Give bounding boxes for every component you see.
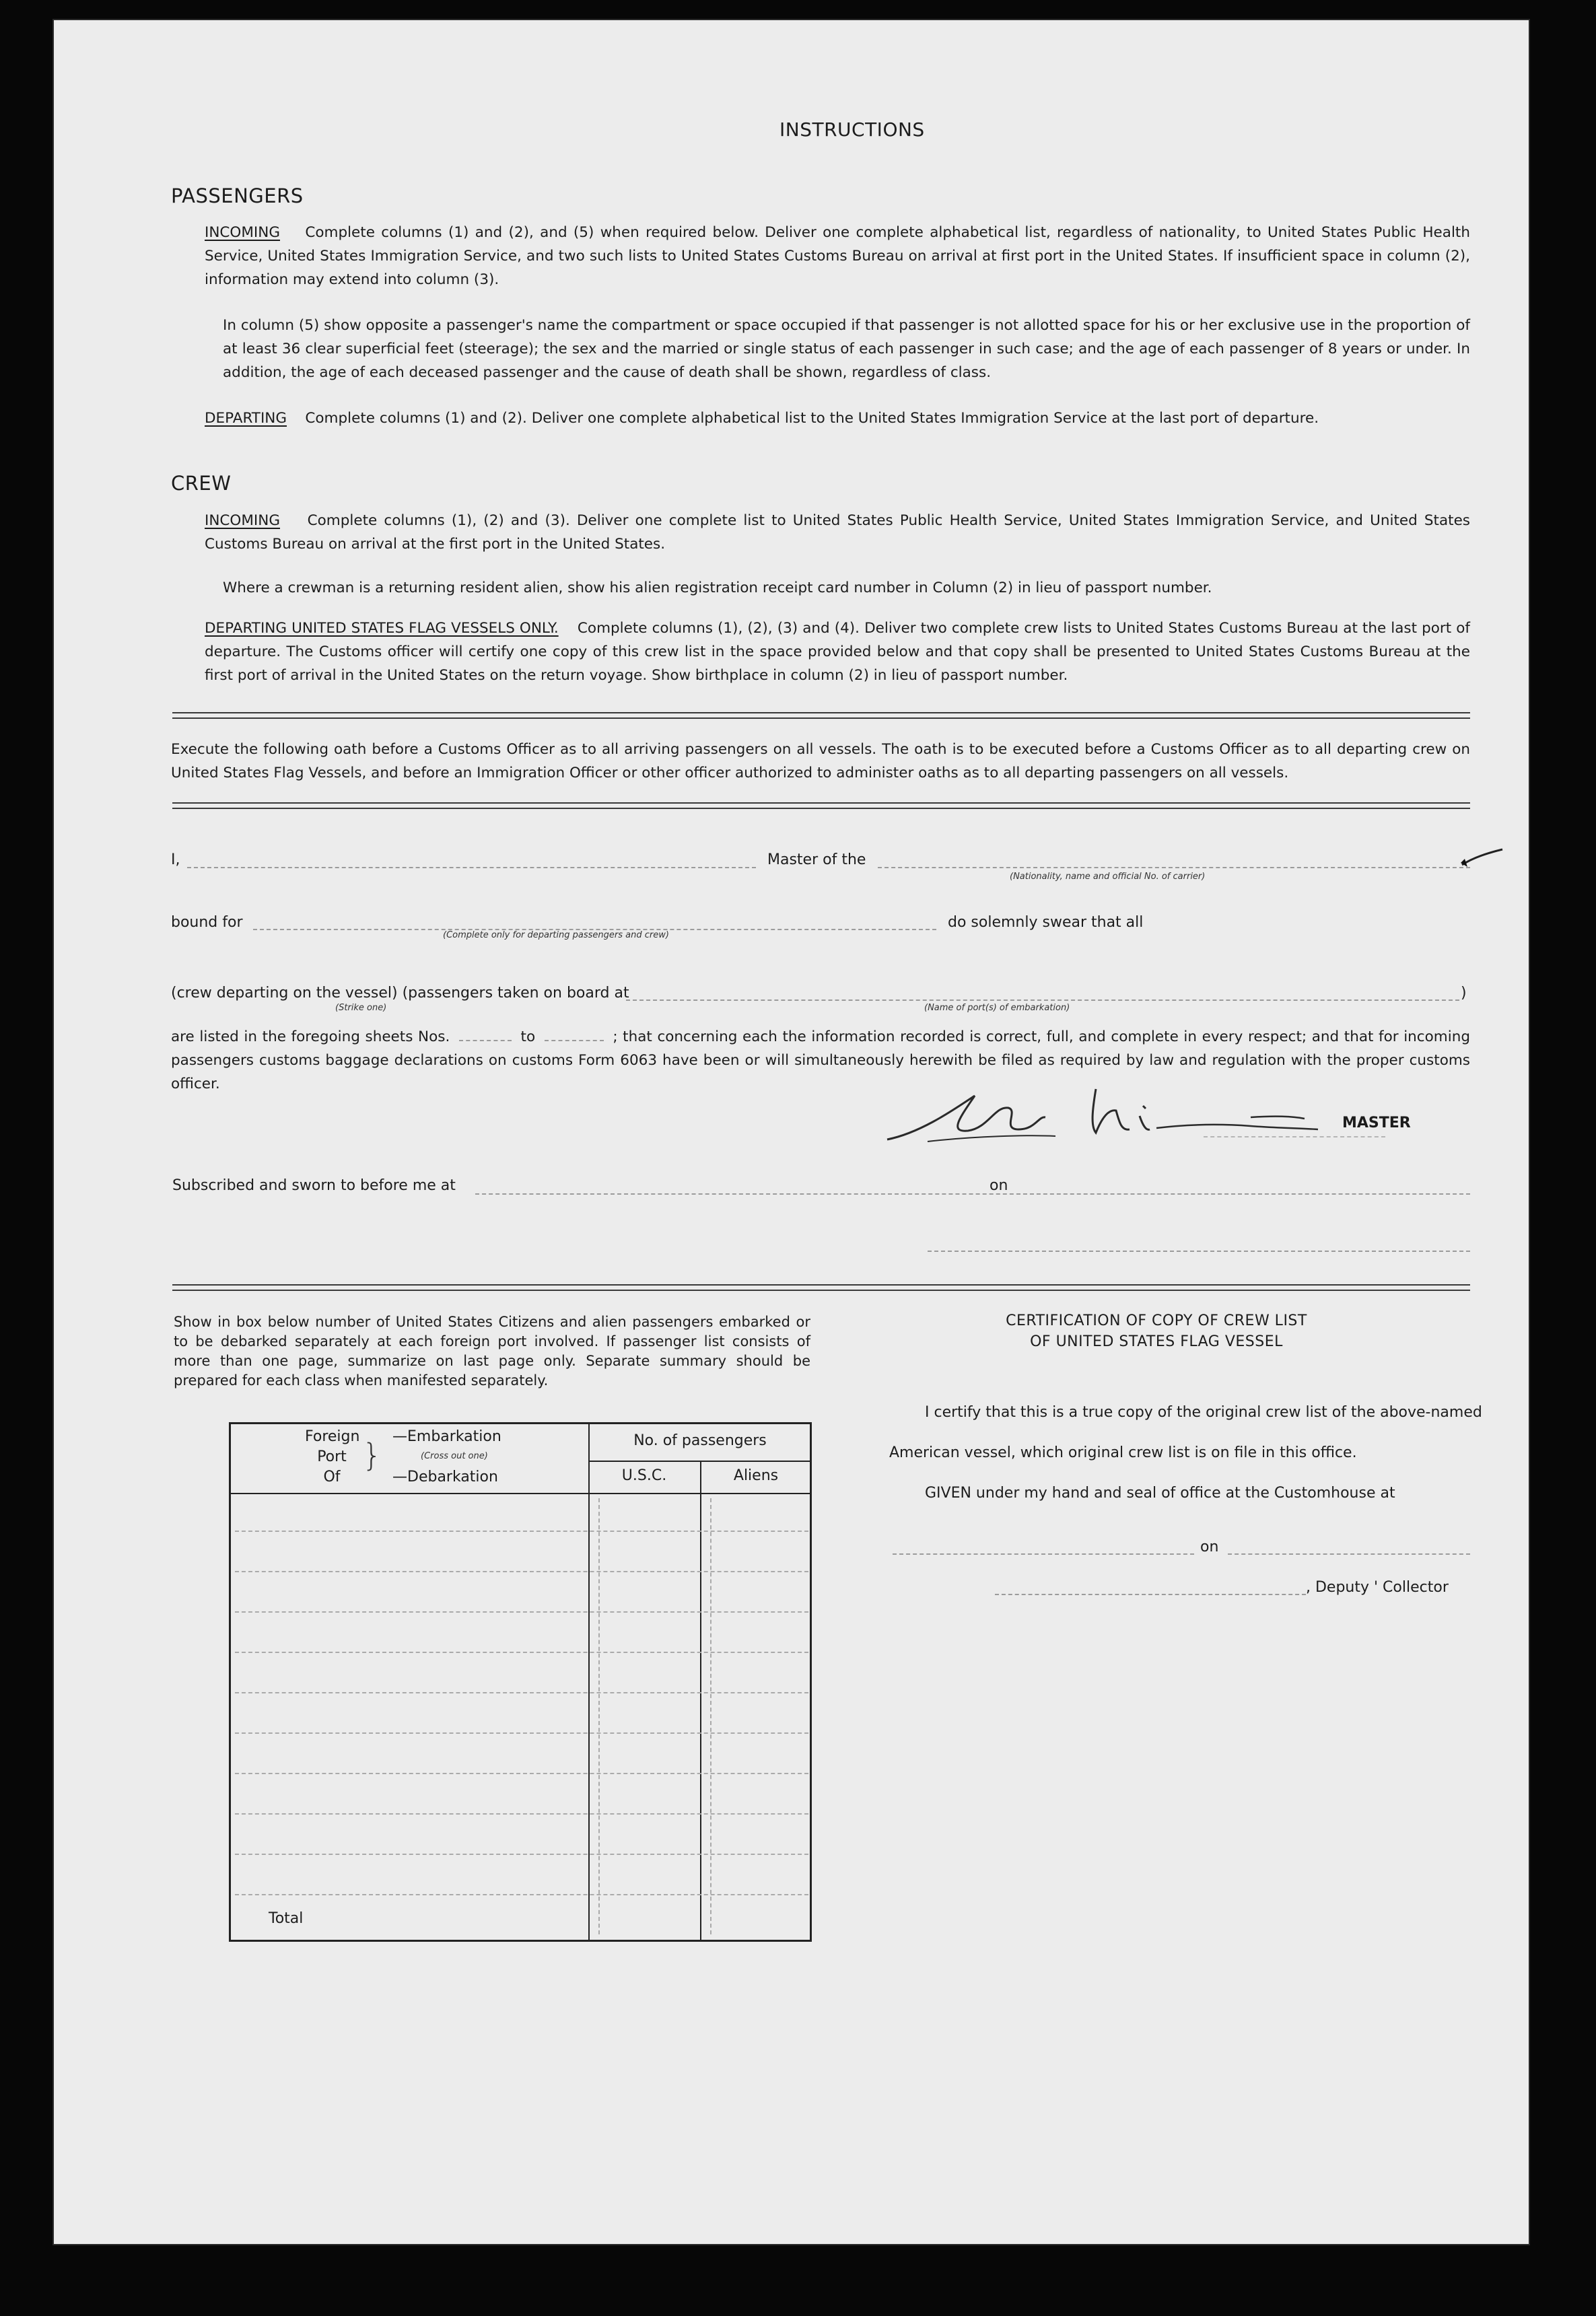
table-row[interactable] xyxy=(235,1571,808,1572)
certification-title-line2: OF UNITED STATES FLAG VESSEL xyxy=(1030,1333,1283,1350)
table-row[interactable] xyxy=(235,1531,808,1532)
embarkation-port-field[interactable] xyxy=(626,999,1459,1001)
deputy-collector-signature-field[interactable] xyxy=(995,1594,1306,1595)
total-label: Total xyxy=(269,1910,304,1927)
certify-line2: American vessel, which original crew list is on file in this office. xyxy=(889,1444,1357,1461)
passengers-incoming-text: Complete columns (1) and (2), and (5) when required below. Deliver one complete alphabetical list, regardless of nationality, to United States Public Health Service, United States Immigration Service, and two such lists to United States Customs Bureau on arrival at first port in the United States. If insufficient space in column (2), information may extend into column (3). xyxy=(205,224,1470,288)
table-header-bottom xyxy=(231,1493,810,1494)
oath-listed-prefix: are listed in the foregoing sheets Nos. xyxy=(171,1028,450,1045)
crew-incoming-paragraph xyxy=(205,509,1470,556)
no-passengers-header: No. of passengers xyxy=(633,1432,767,1449)
sheet-from-field[interactable] xyxy=(459,1040,512,1041)
table-row[interactable] xyxy=(235,1854,808,1855)
certify-line1: I certify that this is a true copy of the original crew list of the above-named xyxy=(925,1404,1482,1421)
table-column-divider xyxy=(588,1424,590,1940)
carrier-field[interactable] xyxy=(878,867,1470,868)
passengers-column5-paragraph: In column (5) show opposite a passenger's name the compartment or space occupied if that passenger is not allotted space for his or her exclusive use in the proportion of at least 36 clear superficial feet (steerage); the sex and the married or single status of each passenger in such case; and the age of each passenger of 8 years or under. In addition, the age of each deceased passenger and the cause of death shall be shown, regardless of class. xyxy=(223,317,1470,381)
table-row[interactable] xyxy=(235,1652,808,1653)
passengers-heading: PASSENGERS xyxy=(171,184,304,207)
master-signature-field[interactable] xyxy=(1204,1136,1385,1137)
sworn-on-label: on xyxy=(990,1177,1008,1194)
oath-bound-for-label: bound for xyxy=(171,914,243,931)
embarkation-label[interactable]: —Embarkation xyxy=(392,1428,501,1445)
passengers-incoming-label: INCOMING xyxy=(205,224,280,241)
aliens-header: Aliens xyxy=(733,1467,779,1484)
debarkation-label[interactable]: —Debarkation xyxy=(392,1469,498,1485)
customhouse-field[interactable] xyxy=(893,1553,1194,1555)
sworn-date-field[interactable] xyxy=(1016,1193,1470,1195)
usc-header: U.S.C. xyxy=(621,1467,667,1484)
crew-departing-label: DEPARTING UNITED STATES FLAG VESSELS ONLY. xyxy=(205,620,559,637)
passengers-departing-label: DEPARTING xyxy=(205,410,287,427)
oath-listed-text: ; that concerning each the information recorded is correct, full, and complete in every respect; and that for incoming passengers customs baggage declarations on customs Form 6063 have been or will simultaneously herewith be filed as required by law and regulation with the proper customs officer. xyxy=(171,1028,1470,1092)
document-page xyxy=(53,19,1530,2245)
certification-date-field[interactable] xyxy=(1228,1553,1470,1555)
oath-close-paren: ) xyxy=(1461,985,1467,1002)
officer-signature-field[interactable] xyxy=(928,1251,1470,1252)
subscribed-label: Subscribed and sworn to before me at xyxy=(172,1177,456,1194)
deputy-collector-label: , Deputy ' Collector xyxy=(1306,1579,1449,1596)
foreign-label: Foreign xyxy=(305,1428,360,1445)
bound-for-caption: (Complete only for departing passengers and crew) xyxy=(443,930,669,940)
passengers-departing-paragraph xyxy=(205,407,1470,430)
crew-incoming-label: INCOMING xyxy=(205,512,280,529)
section-divider xyxy=(172,712,1470,719)
strike-caption: (Strike one) xyxy=(335,1003,387,1013)
paper-mark xyxy=(1455,835,1509,875)
table-column-guide xyxy=(598,1498,600,1934)
table-column-divider xyxy=(700,1461,701,1940)
oath-swear-label: do solemnly swear that all xyxy=(948,914,1144,931)
table-row[interactable] xyxy=(235,1732,808,1734)
sworn-place-field[interactable] xyxy=(475,1193,1034,1195)
crew-departing-paragraph xyxy=(205,617,1470,687)
table-row[interactable] xyxy=(235,1611,808,1613)
instructions-title: INSTRUCTIONS xyxy=(779,118,925,141)
master-label: MASTER xyxy=(1342,1115,1411,1131)
given-line: GIVEN under my hand and seal of office at the Customhouse at xyxy=(925,1485,1395,1502)
table-row[interactable] xyxy=(235,1692,808,1693)
table-header-divider xyxy=(588,1461,810,1462)
oath-strike-text: (crew departing on the vessel) (passengers taken on board at xyxy=(171,985,629,1002)
crew-resident-alien-paragraph: Where a crewman is a returning resident alien, show his alien registration receipt card number in Column (2) in lieu of passport number. xyxy=(223,580,1212,596)
embark-caption: (Name of port(s) of embarkation) xyxy=(924,1003,1070,1013)
crew-departing-text: Complete columns (1), (2), (3) and (4). Deliver two complete crew lists to United States Customs Bureau at the last port of departure. The Customs officer will certify one copy of this crew list in the space provided below and that copy shall be presented to United States Customs Bureau at the first port of arrival in the United States on the return voyage. Show birthplace in column (2) in lieu of passport number. xyxy=(205,620,1470,684)
passengers-departing-text: Complete columns (1) and (2). Deliver one complete alphabetical list to the United States Immigration Service at the last port of departure. xyxy=(305,410,1319,427)
crew-incoming-text: Complete columns (1), (2) and (3). Deliver one complete list to United States Public Health Service, United States Immigration Service, and United States Customs Bureau on arrival at the first port in the United States. xyxy=(205,512,1471,553)
carrier-caption: (Nationality, name and official No. of carrier) xyxy=(1010,872,1206,882)
oath-instruction: Execute the following oath before a Customs Officer as to all arriving passengers on all vessels. The oath is to be executed before a Customs Officer as to all departing crew on United States Flag Vessels, and before an Immigration Officer or other officer authorized to administer oaths as to all departing passengers on all vessels. xyxy=(171,741,1470,781)
port-label: Port xyxy=(317,1448,347,1465)
passenger-summary-table xyxy=(229,1422,812,1942)
table-row[interactable] xyxy=(235,1894,808,1895)
oath-to-label: to xyxy=(520,1028,536,1045)
table-row[interactable] xyxy=(235,1813,808,1815)
oath-i-label: I, xyxy=(171,851,180,868)
cross-out-caption: (Cross out one) xyxy=(421,1451,488,1461)
crew-heading: CREW xyxy=(171,472,232,495)
summary-instruction: Show in box below number of United States Citizens and alien passengers embarked or to be debarked separately at each foreign port involved. If passenger list consists of more than one page, summarize on last page only. Separate summary should be prepared for each class when manifested separately. xyxy=(174,1314,810,1389)
table-column-guide xyxy=(710,1498,712,1934)
passengers-incoming-paragraph xyxy=(205,221,1470,291)
master-signature xyxy=(874,1069,1379,1150)
brace-icon: } xyxy=(362,1437,382,1473)
table-row[interactable] xyxy=(235,1773,808,1774)
certification-on-label: on xyxy=(1200,1539,1219,1555)
certification-title-line1: CERTIFICATION OF COPY OF CREW LIST xyxy=(1006,1312,1307,1329)
master-name-field[interactable] xyxy=(187,867,756,868)
section-divider xyxy=(172,802,1470,809)
of-label: Of xyxy=(323,1469,341,1485)
section-divider xyxy=(172,1284,1470,1291)
oath-master-of-label: Master of the xyxy=(767,851,866,868)
sheet-to-field[interactable] xyxy=(545,1040,604,1041)
